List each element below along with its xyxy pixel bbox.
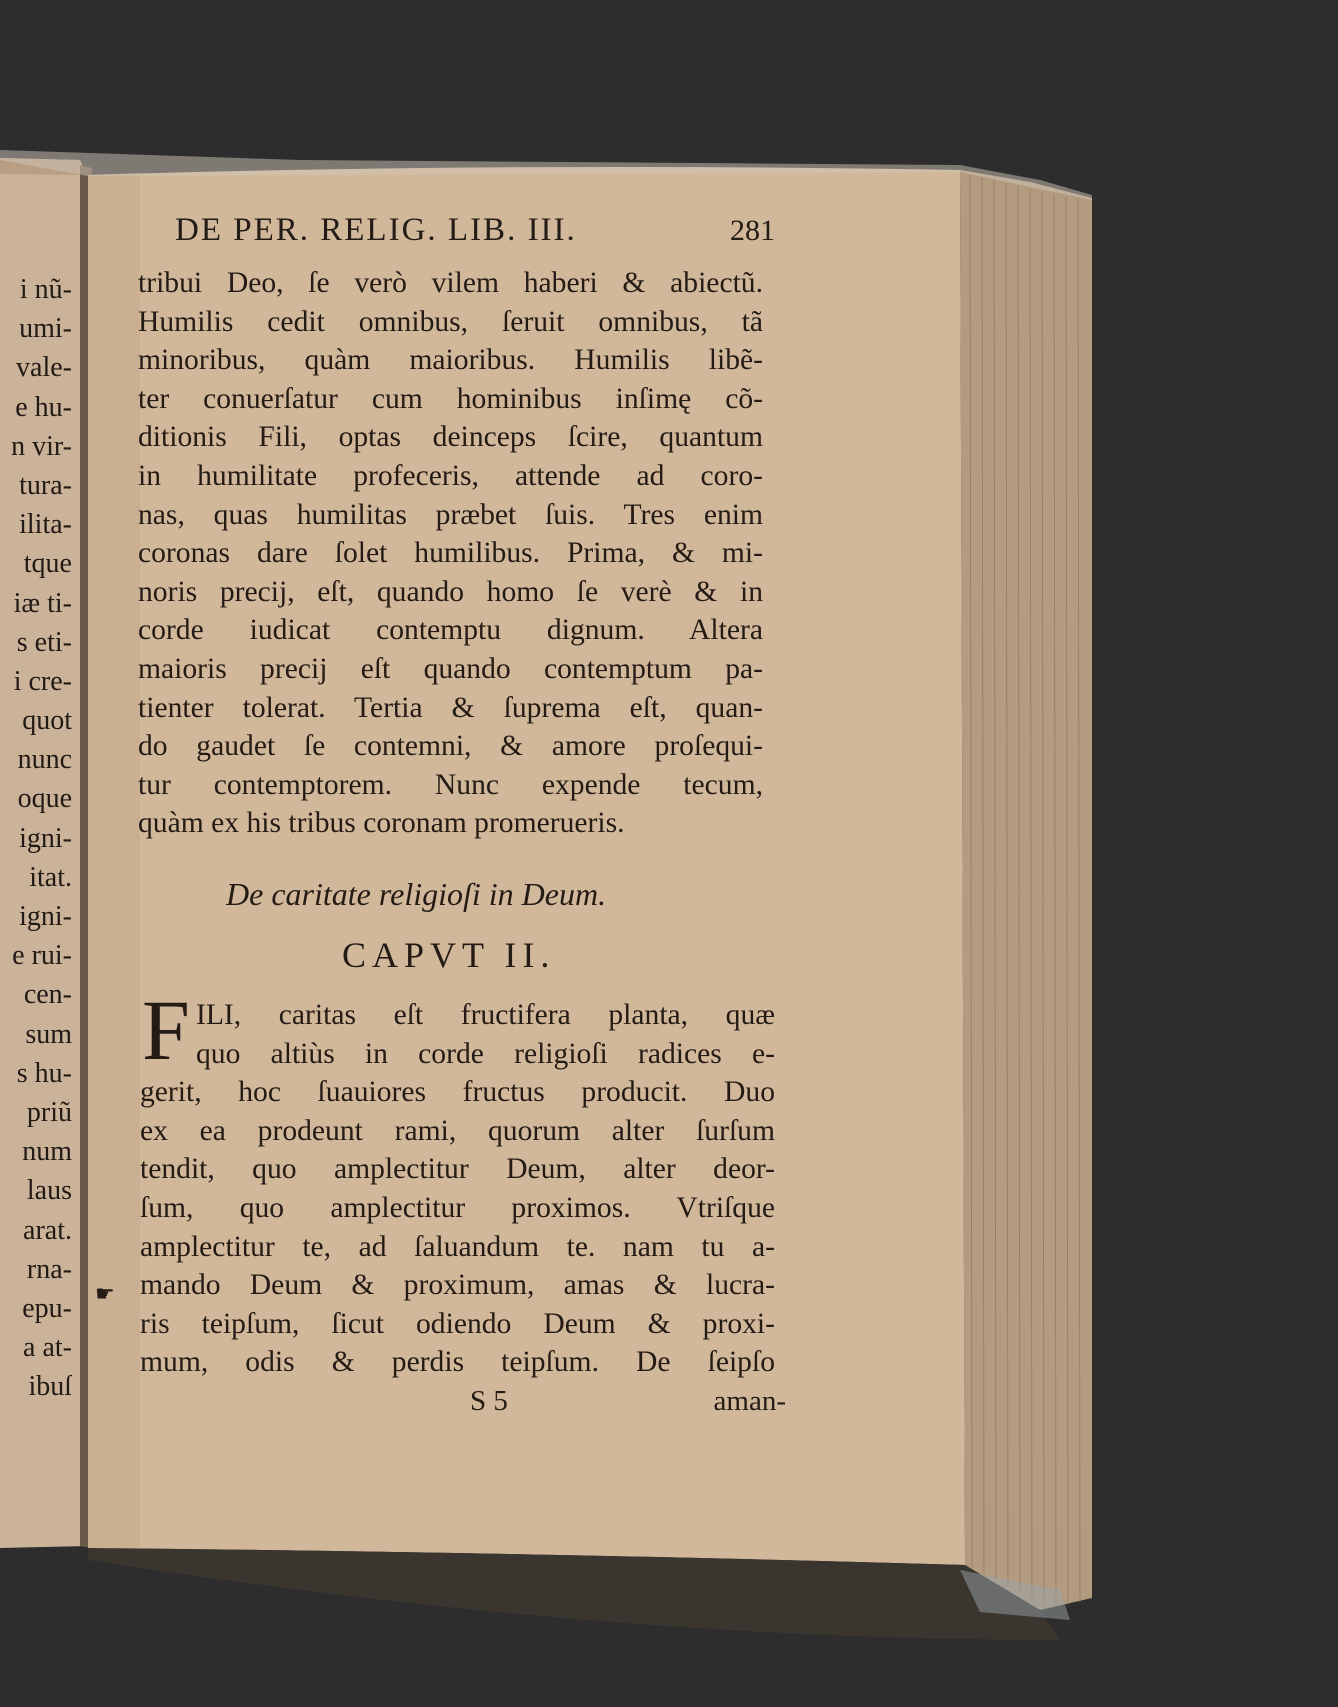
left-line: a at- xyxy=(23,1332,72,1364)
text-line: noris precij, eſt, quando homo ſe verè & in xyxy=(138,575,763,608)
chapter-heading: CAPVT II. xyxy=(342,935,556,975)
left-line: sum xyxy=(25,1018,72,1050)
left-line: igni- xyxy=(19,901,72,932)
text-line: corde iudicat contemptu dignum. Altera xyxy=(138,614,763,647)
left-line: s hu- xyxy=(16,1057,72,1089)
running-head xyxy=(175,212,775,249)
left-line: rna- xyxy=(26,1253,72,1285)
left-line: num xyxy=(22,1136,72,1168)
text-line: tienter tolerat. Tertia & ſuprema eſt, quan- xyxy=(138,691,763,724)
text-line: tur contemptorem. Nunc expende tecum, xyxy=(138,768,763,801)
left-page-line-ends xyxy=(2,270,72,1406)
left-line: s eti- xyxy=(16,626,72,658)
page-number: 281 xyxy=(730,214,775,247)
text-line: tribui Deo, ſe verò vilem haberi & abiectũ. xyxy=(138,267,763,299)
text-line: ex ea prodeunt rami, quorum alter ſurſum xyxy=(140,1114,775,1147)
left-line: i cre- xyxy=(13,665,72,697)
signature-mark: S 5 xyxy=(470,1385,508,1417)
text-line: gerit, hoc ſuauiores fructus producit. Duo xyxy=(140,1076,775,1109)
text-line: minoribus, quàm maioribus. Humilis libẽ- xyxy=(138,344,763,377)
left-line: tque xyxy=(23,548,72,580)
left-line: ilita- xyxy=(19,509,72,541)
left-line: e hu- xyxy=(15,391,72,423)
left-line: i nũ- xyxy=(19,274,72,305)
left-line: igni- xyxy=(19,822,72,854)
left-line: priũ xyxy=(26,1096,72,1128)
left-line: e rui- xyxy=(12,940,72,972)
text-line: coronas dare ſolet humilibus. Prima, & mi- xyxy=(138,537,763,570)
section-title: De caritate religioſi in Deum. xyxy=(226,876,607,912)
left-line: ibuſ xyxy=(28,1371,72,1403)
text-line: nas, quas humilitas præbet ſuis. Tres enim xyxy=(138,498,763,531)
text-line: quàm ex his tribus coronam promerueris. xyxy=(138,807,625,840)
left-line: laus xyxy=(26,1175,72,1207)
left-line: tura- xyxy=(19,469,72,501)
text-line: mando Deum & proximum, amas & lucra- xyxy=(140,1269,775,1302)
left-line: oque xyxy=(17,783,72,815)
text-line: ter conuerſatur cum hominibus inſimę cõ- xyxy=(138,382,763,415)
text-line: ſum, quo amplectitur proximos. Vtriſque xyxy=(140,1191,775,1224)
page-footer xyxy=(470,1385,786,1418)
left-line: vale- xyxy=(16,352,72,384)
text-line: quo altiùs in corde religioſi radices e- xyxy=(196,1037,775,1070)
text-line: amplectitur te, ad ſaluandum te. nam tu a- xyxy=(140,1230,775,1263)
text-line: mum, odis & perdis teipſum. De ſeipſo xyxy=(140,1346,775,1379)
marginal-pointer-icon: ☛ xyxy=(95,1282,115,1307)
left-line: itat. xyxy=(29,861,72,893)
left-line: quot xyxy=(22,705,72,737)
text-line: in humilitate profeceris, attende ad coro- xyxy=(138,459,763,492)
drop-initial: F xyxy=(142,982,190,1078)
chapter-text xyxy=(140,996,775,1382)
left-line: epu- xyxy=(22,1292,72,1324)
text-line: do gaudet ſe contemni, & amore proſequi- xyxy=(138,730,763,763)
text-line: ditionis Fili, optas deinceps ſcire, quantum xyxy=(138,421,763,454)
text-line: Humilis cedit omnibus, ſeruit omnibus, tã xyxy=(138,305,763,338)
text-line: maioris precij eſt quando contemptum pa- xyxy=(138,652,763,685)
left-line: iæ ti- xyxy=(13,587,72,619)
catchword: aman- xyxy=(713,1385,786,1417)
text-line: ris teipſum, ſicut odiendo Deum & proxi- xyxy=(140,1307,775,1340)
running-head-title: DE PER. RELIG. LIB. III. xyxy=(175,212,577,248)
text-line: ILI, caritas eſt fructifera planta, quæ xyxy=(196,999,775,1031)
body-text xyxy=(138,264,763,843)
left-line: nunc xyxy=(17,744,72,776)
left-line: cen- xyxy=(23,979,72,1011)
left-line: n vir- xyxy=(11,430,72,462)
left-line: umi- xyxy=(19,313,72,345)
text-line: tendit, quo amplectitur Deum, alter deor- xyxy=(140,1153,775,1186)
left-line: arat. xyxy=(23,1214,72,1246)
